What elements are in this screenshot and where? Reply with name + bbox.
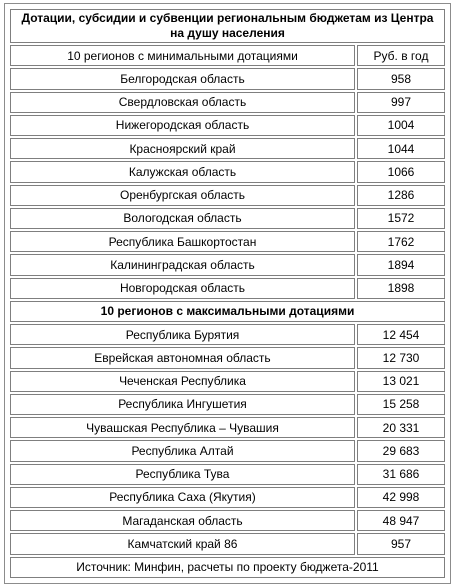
- region-value: 13 021: [357, 371, 445, 392]
- region-value: 48 947: [357, 510, 445, 531]
- region-value: 1898: [357, 278, 445, 299]
- region-value: 1066: [357, 161, 445, 182]
- region-value: 20 331: [357, 417, 445, 438]
- table-row: [10, 417, 445, 438]
- region-value: 1044: [357, 138, 445, 159]
- subsidies-table-frame: [4, 3, 451, 584]
- region-name: Республика Бурятия: [10, 324, 355, 345]
- region-value: 997: [357, 92, 445, 113]
- max-header-row: [10, 301, 445, 322]
- table-row: [10, 533, 445, 554]
- region-value: 15 258: [357, 394, 445, 415]
- region-value: 957: [357, 533, 445, 554]
- region-value: 42 998: [357, 487, 445, 508]
- region-name: Магаданская область: [10, 510, 355, 531]
- table-row: [10, 371, 445, 392]
- region-name: Республика Алтай: [10, 440, 355, 461]
- region-name: Республика Башкортостан: [10, 231, 355, 252]
- region-value: 31 686: [357, 464, 445, 485]
- table-row: [10, 347, 445, 368]
- table-row: [10, 324, 445, 345]
- region-name: Белгородская область: [10, 68, 355, 89]
- region-name: Калининградская область: [10, 254, 355, 275]
- table-row: [10, 115, 445, 136]
- region-name: Оренбургская область: [10, 185, 355, 206]
- region-name: Красноярский край: [10, 138, 355, 159]
- subsidies-table: [8, 7, 447, 580]
- table-row: [10, 394, 445, 415]
- table-row: [10, 185, 445, 206]
- region-value: 1762: [357, 231, 445, 252]
- table-row: [10, 510, 445, 531]
- max-section-header: 10 регионов с максимальными дотациями: [10, 301, 445, 322]
- table-row: [10, 92, 445, 113]
- region-value: 1004: [357, 115, 445, 136]
- region-value: 29 683: [357, 440, 445, 461]
- table-row: [10, 464, 445, 485]
- region-name: Республика Ингушетия: [10, 394, 355, 415]
- region-name: Республика Тува: [10, 464, 355, 485]
- unit-header: Руб. в год: [357, 45, 445, 66]
- min-header-row: [10, 45, 445, 66]
- region-name: Республика Саха (Якутия): [10, 487, 355, 508]
- table-row: [10, 138, 445, 159]
- table-row: [10, 440, 445, 461]
- region-name: Чувашская Республика – Чувашия: [10, 417, 355, 438]
- table-row: [10, 254, 445, 275]
- region-value: 1894: [357, 254, 445, 275]
- region-name: Нижегородская область: [10, 115, 355, 136]
- source-row: [10, 557, 445, 579]
- region-value: 12 454: [357, 324, 445, 345]
- region-name: Еврейская автономная область: [10, 347, 355, 368]
- region-name: Камчатский край 86: [10, 533, 355, 554]
- table-title: Дотации, субсидии и субвенции региональным бюджетам из Центра на душу населения: [10, 9, 445, 43]
- region-name: Чеченская Республика: [10, 371, 355, 392]
- region-name: Новгородская область: [10, 278, 355, 299]
- region-name: Калужская область: [10, 161, 355, 182]
- table-row: [10, 68, 445, 89]
- region-name: Свердловская область: [10, 92, 355, 113]
- region-value: 1572: [357, 208, 445, 229]
- region-value: 1286: [357, 185, 445, 206]
- table-row: [10, 208, 445, 229]
- region-value: 12 730: [357, 347, 445, 368]
- min-section-header: 10 регионов с минимальными дотациями: [10, 45, 355, 66]
- region-value: 958: [357, 68, 445, 89]
- source-note: Источник: Минфин, расчеты по проекту бюджета-2011: [10, 557, 445, 579]
- region-name: Вологодская область: [10, 208, 355, 229]
- table-row: [10, 278, 445, 299]
- table-row: [10, 487, 445, 508]
- table-row: [10, 231, 445, 252]
- table-row: [10, 161, 445, 182]
- title-row: [10, 9, 445, 43]
